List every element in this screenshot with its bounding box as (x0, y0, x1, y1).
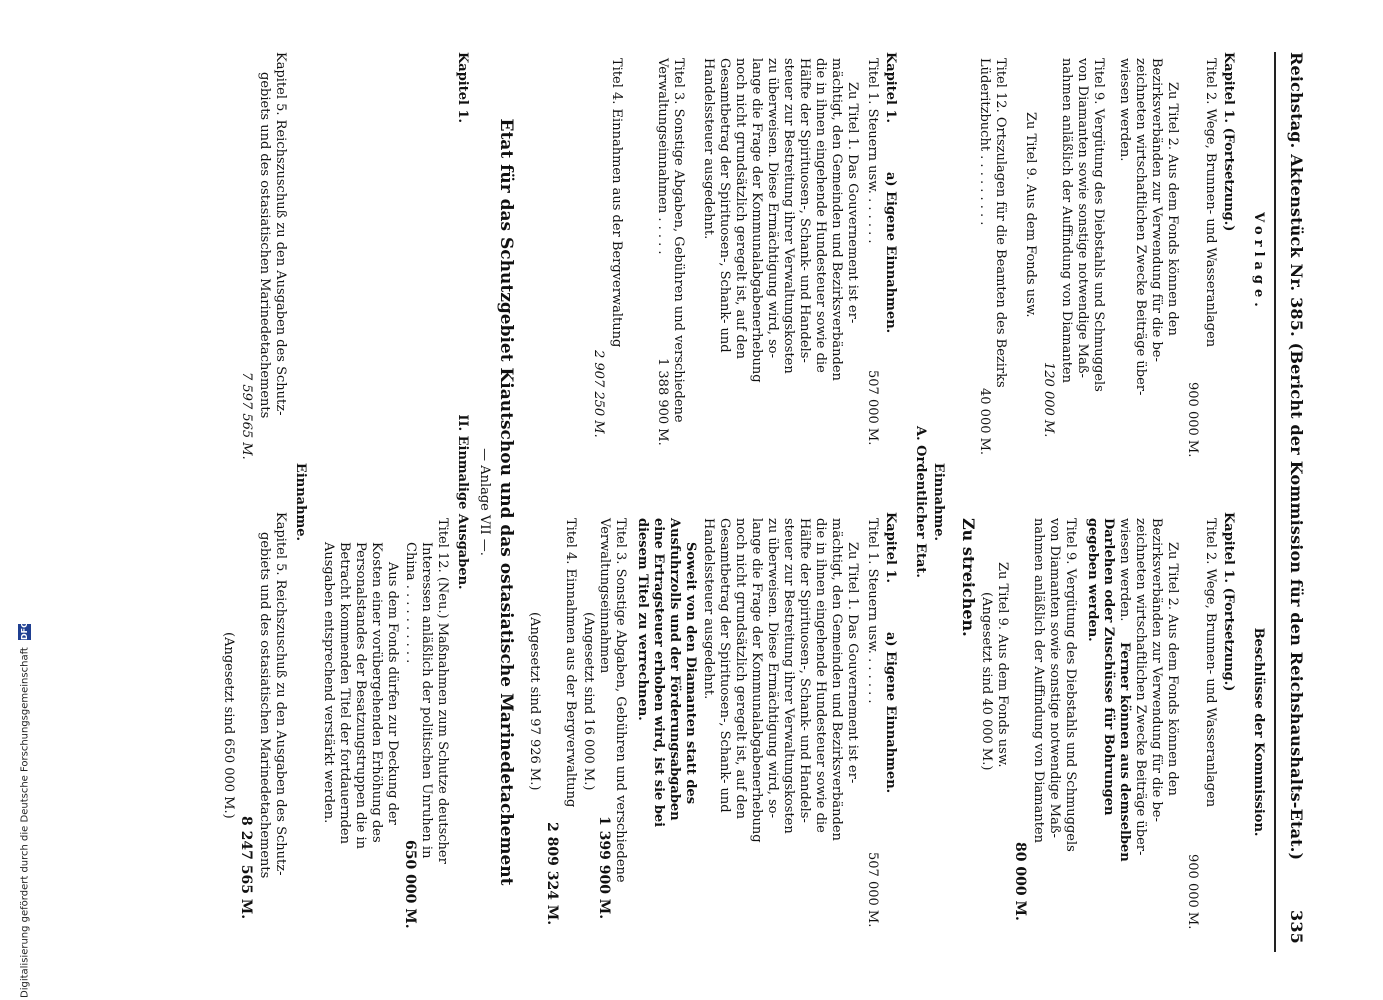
right-zu-2-line2: Bezirksverbänden zur Verwendung für die be- (1149, 518, 1164, 822)
left-titel-9-line2: von Diamanten sowie sonstige notwendige Maß- (1075, 58, 1090, 378)
left-zu-9: Zu Titel 9. Aus dem Fonds usw. (1023, 112, 1038, 318)
right-zu-1-bold-line3: eine Ertragsteuer erhoben wird, ist sie bei (651, 518, 666, 828)
left-titel-2-amount: 900 000 M. (1185, 382, 1200, 458)
left-zu-1-line6: zu überweisen. Diese Ermächtigung wird, so- (765, 58, 780, 359)
left-eigene-einnahmen: a) Eigene Einnahmen. (883, 172, 898, 334)
left-einnahme-titel-3-line1: Titel 3. Sonstige Abgaben, Gebühren und verschiedene (671, 58, 686, 423)
beschluesse-title: Beschlüsse der Kommission. (1251, 627, 1266, 837)
right-einnahme-titel-1: Titel 1. Steuern usw. . . . . . . (865, 518, 880, 704)
rotated-page (110, 52, 1310, 952)
right-zu-2-bold-line3: gegeben werden. (1085, 518, 1100, 642)
left-kapitel-1: Kapitel 1. (Fortsetzung.) (1221, 52, 1236, 232)
left-einnahme-kapitel-1: Kapitel 1. (883, 52, 898, 124)
right-zu-2-line3: zeichneten wirtschaftlichen Zwecke Beiträge über- (1133, 518, 1148, 856)
left-titel-9-line1: Titel 9. Vergütung des Diebstahls und Schmuggels (1091, 58, 1106, 392)
left-zu-1-line8: noch nicht grundsätzlich geregelt ist, auf den (733, 58, 748, 359)
left-titel-9-amount: 120 000 M. (1041, 362, 1056, 438)
right-zu-1-line2: mächtigt, den Gemeinden und Bezirksverbänden (829, 518, 844, 841)
right-einnahme-titel-4-note: (Angesetzt sind 97 926 M.) (527, 612, 542, 791)
einnahme-heading: Einnahme. (931, 462, 946, 542)
right-zu-1-line3: die in ihnen eingehende Hundesteuer sowie die (813, 518, 828, 833)
kiautschou-titel-12-line3: China . . . . . . . . . . (403, 542, 418, 664)
vorlage-title: Vorlage. (1251, 212, 1266, 312)
right-zu-9: Zu Titel 9. Aus dem Fonds usw. (995, 562, 1010, 768)
left-einnahme-titel-1-amount: 507 000 M. (865, 370, 880, 446)
right-eigene-einnahmen: a) Eigene Einnahmen. (883, 632, 898, 794)
einmalige-ausgaben-heading: II. Einmalige Ausgaben. (455, 414, 470, 590)
right-kapitel-5-line1: Kapitel 5. Reichszuschuß zu den Ausgaben des Schutz- (273, 512, 288, 876)
anlage-label: — Anlage VII —. (477, 448, 492, 556)
right-titel-9-line1: Titel 9. Vergütung des Diebstahls und Schmuggels (1063, 518, 1078, 852)
right-zu-2-bold-line2: Darlehen oder Zuschüsse für Bohrungen (1101, 518, 1116, 816)
kiautschou-note-line4: Betracht kommenden Titel der fortdauernden (337, 542, 352, 844)
kiautschou-einnahme-heading: Einnahme. (293, 462, 308, 542)
left-zu-1-line4: Hälfte der Spirituosen-, Schank- und Handels- (797, 58, 812, 363)
kiautschou-titel-12-amount: 650 000 M. (402, 840, 418, 929)
kiautschou-titel-12-line2: Interessen anläßlich der politischen Unruhen in (419, 542, 434, 859)
right-zu-1-line9: Gesamtbetrag der Spirituosen-, Schank- und (717, 518, 732, 813)
right-zu-2-bold-line1: Ferner können aus demselben (1117, 642, 1132, 862)
kiautschou-note-line5: Ausgaben entsprechend verstärkt werden. (321, 542, 336, 824)
right-zu-1-line1: Zu Titel 1. Das Gouvernement ist er- (845, 542, 860, 784)
left-einnahme-titel-3-amount: 1 388 900 M. (655, 358, 670, 446)
right-zu-1-line10: Handelssteuer ausgedehnt. (701, 518, 716, 700)
right-zu-1-line5: steuer zur Bestreitung ihrer Verwaltungskosten (781, 518, 796, 834)
left-einnahme-titel-1: Titel 1. Steuern usw. . . . . . . (865, 58, 880, 244)
right-einnahme-titel-4-amount: 2 809 324 M. (544, 822, 560, 926)
right-einnahme-titel-3-note: (Angesetzt sind 16 000 M.) (581, 612, 596, 791)
right-zu-1-line6: zu überweisen. Diese Ermächtigung wird, so- (765, 518, 780, 819)
kiautschou-titel-12-line1: Titel 12. (Neu.) Maßnahmen zum Schutze deutscher (435, 518, 450, 864)
page-header: Reichstag. Aktenstück Nr. 385. (Bericht der Kommission für den Reichshaushalts-Etat.) (1287, 52, 1306, 861)
kiautschou-note-line2: Kosten einer vorübergehenden Erhöhung des (369, 542, 384, 843)
right-zu-9-note: (Angesetzt sind 40 000 M.) (979, 592, 994, 771)
right-zu-1-line4: Hälfte der Spirituosen-, Schank- und Handels- (797, 518, 812, 823)
left-einnahme-titel-4-amount: 2 907 250 M. (591, 350, 606, 438)
page-number: 335 (1287, 910, 1306, 944)
left-kapitel-5-line1: Kapitel 5. Reichszuschuß zu den Ausgaben des Schutz- (273, 52, 288, 416)
left-titel-12-line1: Titel 12. Ortszulagen für die Beamten des Bezirks (993, 58, 1008, 388)
right-kapitel-1: Kapitel 1. (Fortsetzung.) (1221, 512, 1236, 692)
left-zu-2-line1: Zu Titel 2. Aus dem Fonds können den (1165, 82, 1180, 336)
right-zu-1-line8: noch nicht grundsätzlich geregelt ist, auf den (733, 518, 748, 819)
left-zu-2-line2: Bezirksverbänden zur Verwendung für die be- (1149, 58, 1164, 362)
right-zu-1-line7: lange die Frage der Kommunalabgabenerhebung (749, 518, 764, 843)
left-zu-1-line1: Zu Titel 1. Das Gouvernement ist er- (845, 82, 860, 324)
ordentlicher-etat-heading: A. Ordentlicher Etat. (913, 426, 928, 578)
kiautschou-note-line1: Aus dem Fonds dürfen zur Deckung der (385, 562, 400, 825)
right-titel-9-amount: 80 000 M. (1012, 842, 1028, 921)
right-zu-2-line4: wiesen werden. (1117, 518, 1132, 622)
right-kapitel-5-note: (Angesetzt sind 650 000 M.) (221, 632, 236, 819)
kiautschou-kapitel-1: Kapitel 1. (455, 52, 470, 124)
kiautschou-title: Etat für das Schutzgebiet Kiautschou und das ostasiatische Marinedetachement (496, 118, 516, 886)
left-zu-1-line10: Handelssteuer ausgedehnt. (701, 58, 716, 240)
left-zu-1-line9: Gesamtbetrag der Spirituosen-, Schank- und (717, 58, 732, 353)
right-einnahme-titel-3-amount: 1 399 900 M. (596, 816, 612, 920)
left-kapitel-5-amount: 7 597 565 M. (239, 372, 254, 460)
left-zu-2-line4: wiesen werden. (1117, 58, 1132, 162)
left-titel-12-amount: 40 000 M. (977, 388, 992, 456)
right-kapitel-5-line2: gebiets und des ostasiatischen Marinedetachements (257, 532, 272, 879)
right-einnahme-titel-3-line2: Verwaltungseinnahmen (597, 518, 612, 674)
right-einnahme-titel-3-line1: Titel 3. Sonstige Abgaben, Gebühren und verschiedene (613, 518, 628, 883)
digitization-footer (18, 8, 36, 998)
dfg-logo: DFG (20, 621, 29, 640)
right-kapitel-5-amount: 8 247 565 M. (238, 816, 254, 920)
right-titel-2: Titel 2. Wege, Brunnen- und Wasseranlagen (1203, 518, 1218, 808)
right-zu-1-bold-line1: Soweit von den Diamanten statt des (683, 542, 698, 805)
left-zu-1-line7: lange die Frage der Kommunalabgabenerhebung (749, 58, 764, 383)
left-zu-1-line5: steuer zur Bestreitung ihrer Verwaltungskosten (781, 58, 796, 374)
right-einnahme-titel-4: Titel 4. Einnahmen aus der Bergverwaltung (563, 518, 578, 808)
right-titel-9-line3: nahmen anläßlich der Auffindung von Diamanten (1031, 518, 1046, 843)
right-zu-1-bold-line4: diesem Titel zu verrechnen. (635, 518, 650, 721)
left-zu-1-line2: mächtigt, den Gemeinden und Bezirksverbänden (829, 58, 844, 381)
kiautschou-note-line3: Personalstandes der Besatzungstruppen die in (353, 542, 368, 850)
right-zu-2-line1: Zu Titel 2. Aus dem Fonds können den (1165, 542, 1180, 796)
right-titel-9-line2: von Diamanten sowie sonstige notwendige Maß- (1047, 518, 1062, 838)
right-einnahme-titel-1-amount: 507 000 M. (865, 852, 880, 928)
right-zu-1-bold-line2: Ausfuhrzolls und der Förderungsabgaben (667, 518, 682, 821)
left-kapitel-5-line2: gebiets und des ostasiatischen Marinedetachements (257, 72, 272, 419)
left-zu-2-line3: zeichneten wirtschaftlichen Zwecke Beiträge über- (1133, 58, 1148, 396)
left-titel-9-line3: nahmen anläßlich der Auffindung von Diamanten (1059, 58, 1074, 383)
left-titel-12-line2: Lüderitzbucht . . . . . . . . . (977, 58, 992, 226)
right-titel-12-strike: Zu streichen. (959, 518, 978, 637)
header-rule (1274, 52, 1276, 952)
left-titel-2: Titel 2. Wege, Brunnen- und Wasseranlagen (1203, 58, 1218, 348)
footer-text: Digitalisierung gefördert durch die Deutsche Forschungsgemeinschaft (19, 647, 31, 998)
left-einnahme-titel-4: Titel 4. Einnahmen aus der Bergverwaltung (609, 58, 624, 348)
left-einnahme-titel-3-line2: Verwaltungseinnahmen . . . . . (655, 58, 670, 255)
right-einnahme-kapitel-1: Kapitel 1. (883, 512, 898, 584)
left-zu-1-line3: die in ihnen eingehende Hundesteuer sowie die (813, 58, 828, 373)
right-titel-2-amount: 900 000 M. (1185, 854, 1200, 930)
